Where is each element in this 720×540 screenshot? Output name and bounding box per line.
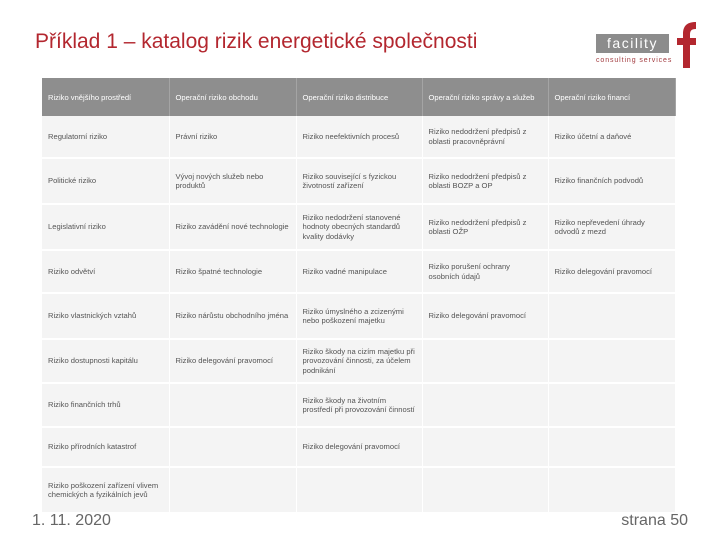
table-cell: Riziko škody na životním prostředí při provozování činností	[296, 383, 422, 427]
slide-title: Příklad 1 – katalog rizik energetické společnosti	[35, 30, 478, 53]
table-row	[42, 158, 675, 204]
table-cell	[169, 427, 296, 467]
column-header: Operační riziko obchodu	[169, 78, 296, 116]
table-cell: Riziko špatné technologie	[169, 250, 296, 293]
company-logo	[594, 20, 698, 70]
table-row	[42, 383, 675, 427]
table-cell	[296, 467, 422, 513]
footer-date: 1. 11. 2020	[32, 512, 111, 529]
footer-page-number: strana 50	[621, 512, 688, 529]
table-cell: Riziko finančních podvodů	[548, 158, 675, 204]
table-row	[42, 293, 675, 339]
table-cell: Riziko přírodních katastrof	[42, 427, 169, 467]
table-cell: Vývoj nových služeb nebo produktů	[169, 158, 296, 204]
table-cell: Riziko poškození zařízení vlivem chemických a fyzikálních jevů	[42, 467, 169, 513]
table-row	[42, 116, 675, 158]
table-cell: Riziko nedodržení předpisů z oblasti pracovněprávní	[422, 116, 548, 158]
table-cell: Regulatorní riziko	[42, 116, 169, 158]
table-cell: Riziko vlastnických vztahů	[42, 293, 169, 339]
table-cell: Riziko nedodržení předpisů z oblasti BOZP a OP	[422, 158, 548, 204]
table-cell: Legislativní riziko	[42, 204, 169, 250]
table-cell	[422, 467, 548, 513]
table-cell: Riziko nepřevedení úhrady odvodů z mezd	[548, 204, 675, 250]
table-cell: Riziko účetní a daňové	[548, 116, 675, 158]
risk-catalog-table	[42, 78, 675, 499]
table-cell: Riziko odvětví	[42, 250, 169, 293]
table-cell: Riziko související s fyzickou životností zařízení	[296, 158, 422, 204]
table-cell	[169, 467, 296, 513]
table-cell	[422, 383, 548, 427]
table-row	[42, 427, 675, 467]
table-cell: Riziko delegování pravomocí	[296, 427, 422, 467]
logo-subtitle: consulting services	[596, 57, 673, 64]
table-cell: Riziko neefektivních procesů	[296, 116, 422, 158]
column-header: Operační riziko distribuce	[296, 78, 422, 116]
table-header-row	[42, 78, 675, 116]
column-header: Riziko vnějšího prostředí	[42, 78, 169, 116]
table-cell: Riziko dostupnosti kapitálu	[42, 339, 169, 383]
table-cell: Riziko delegování pravomocí	[169, 339, 296, 383]
column-header: Operační riziko správy a služeb	[422, 78, 548, 116]
table-cell: Riziko škody na cizím majetku při provozování činnosti, za účelem podnikání	[296, 339, 422, 383]
table-cell	[422, 339, 548, 383]
table-cell: Právní riziko	[169, 116, 296, 158]
table-row	[42, 339, 675, 383]
table-cell: Politické riziko	[42, 158, 169, 204]
table-row	[42, 204, 675, 250]
table-cell	[548, 383, 675, 427]
table-cell: Riziko nárůstu obchodního jména	[169, 293, 296, 339]
table-cell	[422, 427, 548, 467]
table-cell: Riziko delegování pravomocí	[422, 293, 548, 339]
table-cell	[548, 467, 675, 513]
table-row	[42, 250, 675, 293]
table-cell: Riziko vadné manipulace	[296, 250, 422, 293]
table-cell: Riziko nedodržení stanovené hodnoty obecných standardů kvality dodávky	[296, 204, 422, 250]
table-cell: Riziko úmyslného a zcizenými nebo poškození majetku	[296, 293, 422, 339]
table-cell: Riziko nedodržení předpisů z oblasti OŽP	[422, 204, 548, 250]
column-header: Operační riziko financí	[548, 78, 675, 116]
logo-f-icon	[674, 20, 698, 68]
table-cell: Riziko delegování pravomocí	[548, 250, 675, 293]
table-cell	[548, 339, 675, 383]
table-cell: Riziko porušení ochrany osobních údajů	[422, 250, 548, 293]
logo-wordmark: facility	[596, 34, 669, 53]
table-cell	[169, 383, 296, 427]
table-cell	[548, 427, 675, 467]
table-row	[42, 467, 675, 513]
table-cell	[548, 293, 675, 339]
table-cell: Riziko finančních trhů	[42, 383, 169, 427]
table-cell: Riziko zavádění nové technologie	[169, 204, 296, 250]
